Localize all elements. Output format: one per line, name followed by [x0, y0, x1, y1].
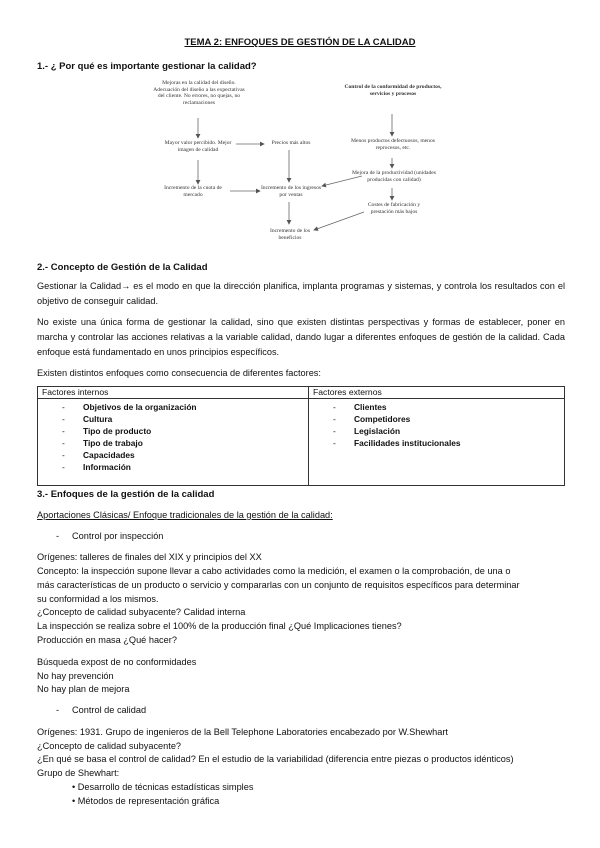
node-market-share: Incremento de la cuota de mercado [164, 185, 222, 198]
node-conformity-control: Control de la conformidad de productos, servicios y procesos [344, 84, 442, 97]
list-item: - Competidores [313, 413, 560, 425]
column-header-externos: Factores externos [309, 387, 565, 399]
line-variabilidad: ¿En qué se basa el control de calidad? En el estudio de la variabilidad (diferencia entre piezas o productos idénticos) [37, 754, 514, 764]
list-item: - Tipo de trabajo [42, 437, 304, 449]
paragraph-factores-intro: Existen distintos enfoques como consecuencia de diferentes factores: [37, 368, 321, 378]
factors-table [37, 386, 565, 486]
document-title: TEMA 2: ENFOQUES DE GESTIÓN DE LA CALIDAD [184, 37, 416, 48]
section-3-heading: 3.- Enfoques de la gestión de la calidad [37, 489, 215, 500]
item-control-inspeccion: Control por inspección [72, 531, 164, 541]
line-inspeccion-100: La inspección se realiza sobre el 100% de la producción final ¿Qué Implicaciones tienes? [37, 621, 402, 631]
line-grupo-shewhart: Grupo de Shewhart: [37, 768, 120, 778]
line-origenes-inspeccion: Orígenes: talleres de finales del XIX y principios del XX [37, 552, 262, 562]
list-item: - Cultura [42, 413, 304, 425]
line-concepto-2: más características de un producto o servicio y compararlas con un conjunto de requisitos específicos para determinar [37, 580, 520, 590]
list-item: - Objetivos de la organización [42, 401, 304, 413]
externos-cell [309, 399, 565, 486]
list-item: - Clientes [313, 401, 560, 413]
paragraph-gestionar-calidad: Gestionar la Calidad→ es el modo en que la dirección planifica, implanta programas y sistemas, y controla los resultados con el objetivo de conseguir calidad. [37, 281, 565, 306]
line-no-plan-mejora: No hay plan de mejora [37, 684, 130, 694]
line-produccion-masa: Producción en masa ¿Qué hacer? [37, 635, 177, 645]
quality-benefits-diagram [150, 78, 450, 250]
line-concepto-3: su conformidad a los mismos. [37, 594, 159, 604]
node-sales-revenue: Incremento de los ingresos por ventas [260, 185, 322, 198]
list-item: - Facilidades institucionales [313, 437, 560, 449]
list-item: - Capacidades [42, 449, 304, 461]
list-item: - Legislación [313, 425, 560, 437]
node-lower-costs: Costes de fabricación y prestación más bajos [367, 202, 421, 215]
bullet-tecnicas-estadisticas: • Desarrollo de técnicas estadísticas simples [72, 782, 254, 792]
node-higher-value: Mayor valor percibido. Mejor imagen de calidad [164, 140, 232, 153]
bullet-representacion-grafica: • Métodos de representación gráfica [72, 796, 220, 806]
internos-list [42, 401, 304, 473]
node-higher-prices: Precios más altos [271, 140, 311, 146]
list-item: - Información [42, 461, 304, 473]
dash-marker: - [56, 531, 60, 541]
line-origenes-1931: Orígenes: 1931. Grupo de ingenieros de la Bell Telephone Laboratories encabezado por W.Shewhart [37, 727, 448, 737]
column-header-internos: Factores internos [38, 387, 309, 399]
node-productivity: Mejora de la productividad (unidades producidas con calidad) [352, 170, 436, 183]
externos-list [313, 401, 560, 449]
line-concepto-1: Concepto: la inspección supone llevar a cabo actividades como la medición, el examen o la comprobación, de una o [37, 566, 511, 576]
dash-marker: - [56, 705, 60, 715]
line-calidad-interna: ¿Concepto de calidad subyacente? Calidad interna [37, 607, 246, 617]
line-concepto-subyacente: ¿Concepto de calidad subyacente? [37, 741, 182, 751]
item-control-calidad: Control de calidad [72, 705, 147, 715]
subheading-aportaciones-clasicas: Aportaciones Clásicas/ Enfoque tradicionales de la gestión de la calidad: [37, 510, 333, 520]
node-profits: Incremento de los beneficios [269, 228, 311, 241]
line-busqueda-expost: Búsqueda expost de no conformidades [37, 657, 197, 667]
paragraph-enfoques: No existe una única forma de gestionar la calidad, sino que existen distintas perspectivas y formas de establecer, poner en marcha y controlar las acciones relativas a la variable calidad, dando lugar a diferentes enfoques de gestión de la calidad. Cada enfoque está fundamentado en unos principios específicos. [37, 317, 565, 357]
line-no-prevencion: No hay prevención [37, 671, 114, 681]
internos-cell [38, 399, 309, 486]
list-item: - Tipo de producto [42, 425, 304, 437]
node-fewer-defects: Menos productos defectuosos, menos reprocesos, etc. [351, 138, 435, 151]
section-1-heading: 1.- ¿ Por qué es importante gestionar la calidad? [37, 61, 257, 72]
node-design-improvements: Mejoras en la calidad del diseño. Adecuación del diseño a las expectativas del cliente. No errores, no quejas, no reclamaciones [153, 80, 245, 106]
section-2-heading: 2.- Concepto de Gestión de la Calidad [37, 262, 208, 273]
